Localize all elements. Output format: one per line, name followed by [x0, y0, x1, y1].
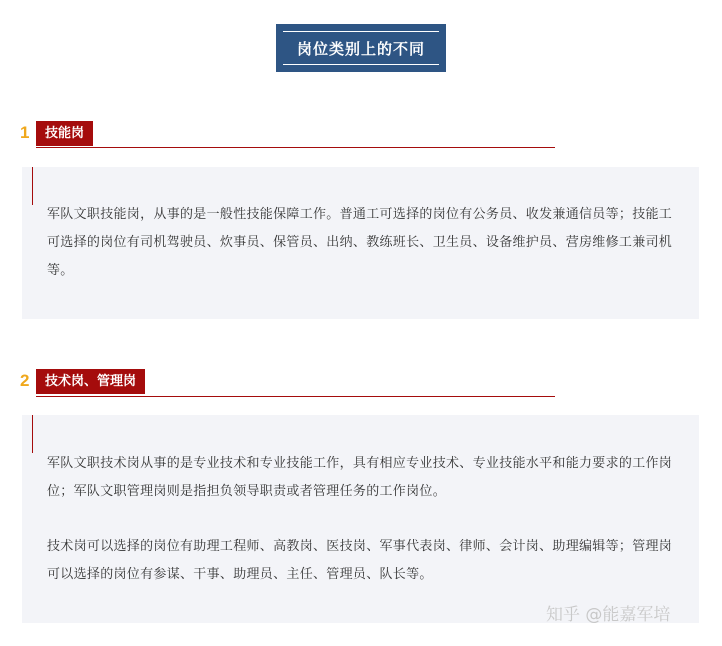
section-paragraph: 军队文职技能岗，从事的是一般性技能保障工作。普通工可选择的岗位有公务员、收发兼通信员等；技能工可选择的岗位有司机驾驶员、炊事员、保管员、出纳、教练班长、卫生员、设备维护员、营房维修工兼司机等。 — [47, 207, 673, 278]
section-paragraph: 技术岗可以选择的岗位有助理工程师、高教岗、医技岗、军事代表岗、律师、会计岗、助理编辑等；管理岗可以选择的岗位有参谋、干事、助理员、主任、管理员、队长等。 — [47, 539, 673, 582]
page-title: 岗位类别上的不同 — [283, 31, 439, 65]
section-heading-rule — [36, 147, 555, 148]
watermark: 知乎 @能嘉军培 — [546, 605, 671, 625]
section-heading-rule — [36, 396, 555, 397]
panel-accent-line — [32, 167, 33, 205]
page-title-badge — [276, 24, 446, 72]
section-number: 2 — [20, 371, 30, 390]
section-paragraph: 军队文职技术岗从事的是专业技术和专业技能工作，具有相应专业技术、专业技能水平和能力要求的工作岗位；军队文职管理岗则是指担负领导职责或者管理任务的工作岗位。 — [47, 456, 673, 499]
section-content-panel — [22, 415, 699, 623]
section-content-panel — [22, 167, 699, 319]
panel-accent-line — [32, 415, 33, 453]
section-number: 1 — [20, 123, 30, 142]
section-heading-label: 技术岗、管理岗 — [36, 369, 145, 394]
section-heading-label: 技能岗 — [36, 121, 93, 146]
